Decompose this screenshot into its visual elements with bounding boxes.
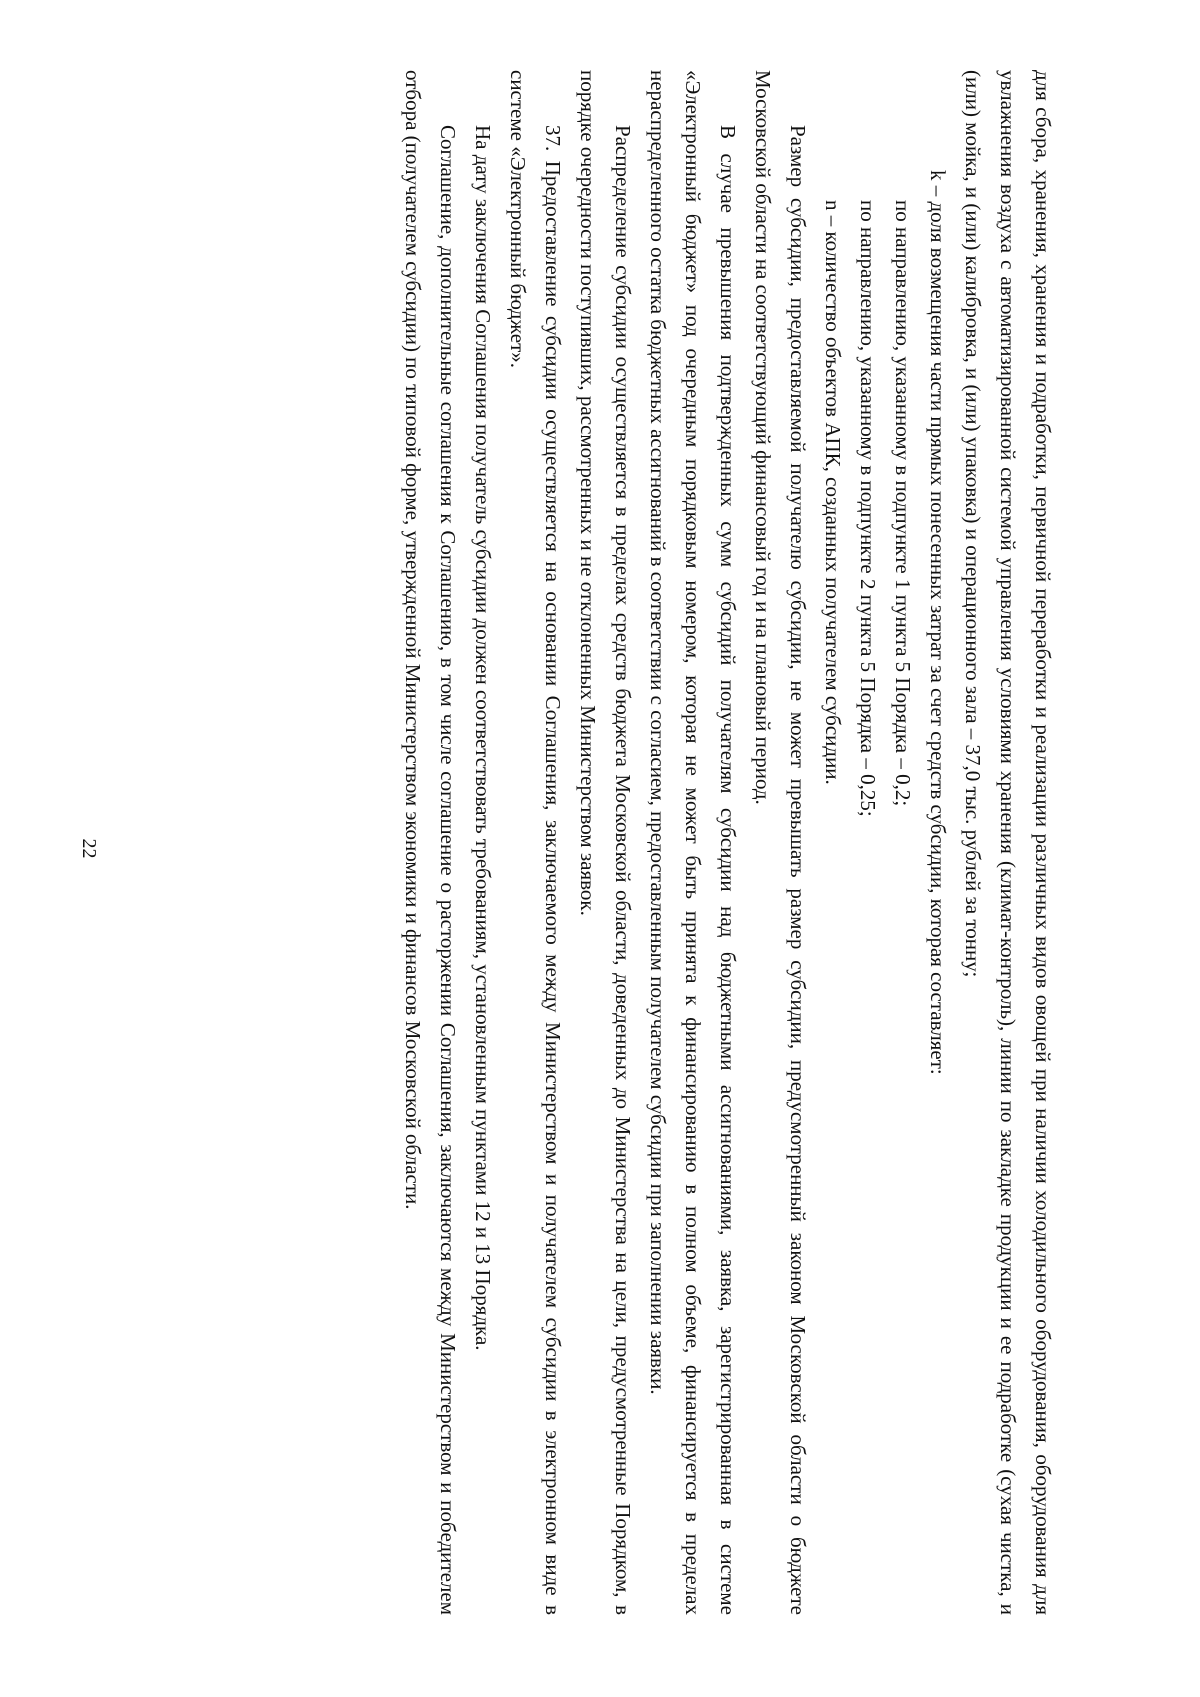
- paragraph-requirements: На дату заключения Соглашения получатель субсидии должен соответствовать требованиям, установленным пунктами 12 и 13 Порядка.: [471, 125, 495, 1351]
- document-body: [110, 70, 1060, 1615]
- paragraph-clause-37: 37. Предоставление субсидии осуществляется на основании Соглашения, заключаемого между Министерством и получателем субсидии в электронном виде в системе «Электронный бюджет».: [506, 70, 565, 1615]
- paragraph-storage-rate: для сбора, хранения, хранения и подработки, первичной переработки и реализации различных видов овощей при наличии холодильного оборудования, оборудования для увлажнения воздуха с автоматизированной системой управления условиями хранения (климат-контроль), линии по закладке продукции и ее подработке (сухая чистка, и (или) мойка, и (или) калибровка, и (или) упаковка) и операционного зала – 37,0 тыс. рублей за тонну;: [961, 70, 1055, 1615]
- paragraph-k-direction-1: по направлению, указанному в подпункте 1 пункта 5 Порядка – 0,2;: [891, 200, 915, 807]
- page-number: 22: [78, 838, 100, 859]
- paragraph-subsidy-limit: Размер субсидии, предоставляемой получателю субсидии, не может превышать размер субсидии, предусмотренный законом Московской области о бюджете Московской области на соответствующий финансовый год и на плановый период.: [751, 70, 810, 1615]
- paragraph-agreements: Соглашение, дополнительные соглашения к Соглашению, в том числе соглашение о расторжении Соглашения, заключаются между Министерством и победителем отбора (получателем субсидии) по типовой форме, утвержденной Министерством экономики и финансов Московской области.: [401, 70, 460, 1615]
- paragraph-k-definition: k – доля возмещения части прямых понесенных затрат за счет средств субсидии, которая составляет:: [926, 170, 950, 1075]
- paragraph-excess-claims: В случае превышения подтвержденных сумм субсидий получателям субсидии над бюджетными ассигнованиями, заявка, зарегистрированная в системе «Электронный бюджет» под очередным порядковым номером, которая не может быть принята к финансированию в полном объеме, финансируется в пределах нераспределенного остатка бюджетных ассигнований в соответствии с согласием, предоставленным получателем субсидии при заполнении заявки.: [646, 70, 740, 1615]
- paragraph-distribution: Распределение субсидии осуществляется в пределах средств бюджета Московской области, доведенных до Министерства на цели, предусмотренные Порядком, в порядке очередности поступивших, рассмотренных и не отклоненных Министерством заявок.: [576, 70, 635, 1615]
- paragraph-n-definition: n – количество объектов АПК, созданных получателем субсидии.: [821, 200, 845, 785]
- paragraph-k-direction-2: по направлению, указанному в подпункте 2 пункта 5 Порядка – 0,25;: [856, 200, 880, 817]
